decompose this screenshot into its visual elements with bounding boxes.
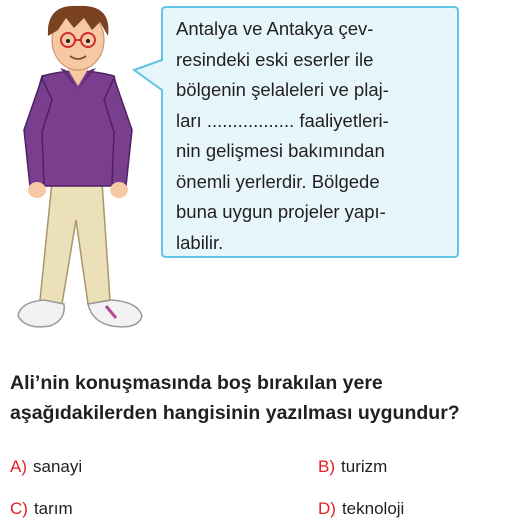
bubble-line: resindeki eski eserler ile <box>176 48 374 70</box>
bubble-line: buna uygun projeler yapı- <box>176 201 386 222</box>
option-letter: A <box>10 457 22 476</box>
option-letter: C <box>10 499 23 518</box>
option-b[interactable] <box>318 456 387 478</box>
option-text: teknoloji <box>341 499 405 518</box>
option-text: tarım <box>33 499 73 518</box>
option-d[interactable] <box>318 498 404 520</box>
option-paren: ) <box>329 457 336 476</box>
bubble-line: ları ................. faaliyetleri- <box>176 109 389 131</box>
option-letter: B <box>318 457 330 476</box>
speech-bubble-text <box>176 14 446 258</box>
option-paren: ) <box>22 499 28 518</box>
bubble-line: Antalya ve Antakya çev- <box>176 18 374 39</box>
option-c[interactable] <box>10 498 73 520</box>
option-text: turizm <box>341 457 388 476</box>
option-letter: D <box>318 499 331 518</box>
option-paren: ) <box>330 499 336 518</box>
option-paren: ) <box>21 457 28 476</box>
bubble-line: labilir. <box>176 231 224 253</box>
bubble-line: önemli yerlerdir. Bölgede <box>176 170 380 192</box>
bubble-line: bölgenin şelaleleri ve plaj- <box>176 79 389 100</box>
question-text: Ali’nin konuşmasında boş bırakılan yere aşağıdakilerden hangisinin yazılması uygundur? <box>10 372 460 424</box>
speech-bubble <box>162 4 458 257</box>
bubble-line: nin gelişmesi bakımından <box>176 140 385 161</box>
option-a[interactable] <box>10 456 82 478</box>
option-text: sanayi <box>33 457 83 476</box>
